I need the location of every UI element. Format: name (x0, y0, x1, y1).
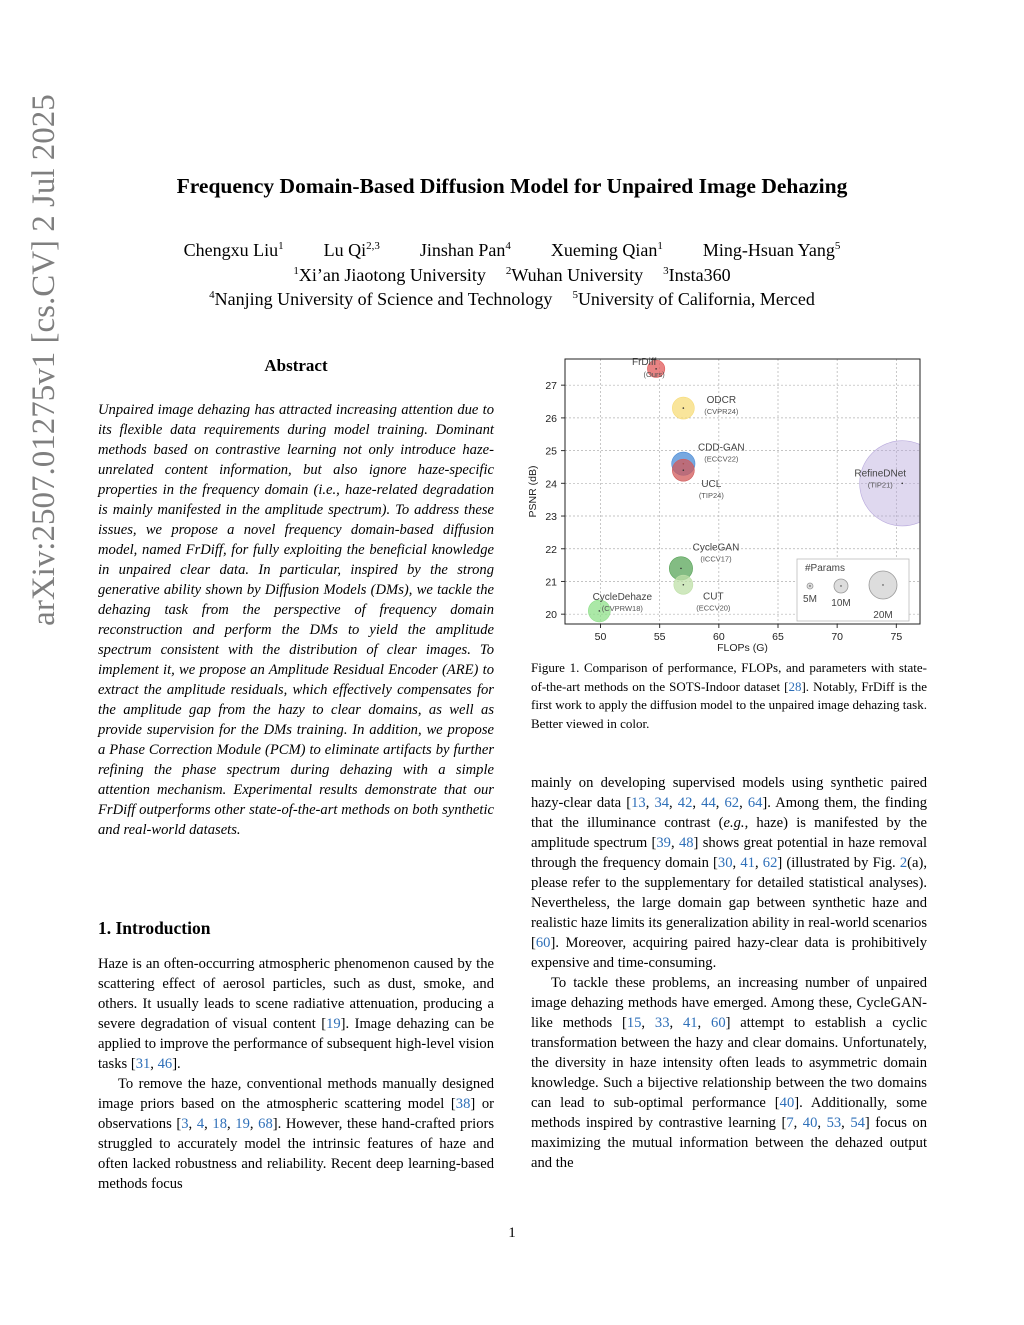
right-paragraph-1: mainly on developing supervised models using synthetic paired hazy-clear data [13, 34, 42, 44, 62, 64]. Among them, the finding that the illuminance contrast (e.g., haze) is manifested by the amplitude spectrum [39, 48] shows great potential in haze removal through the frequency domain [30, 41, 62] (illustrated by Fig. 2(a), please refer to the supplementary for detailed statistical analyses). Nevertheless, the large domain gap between synthetic haze and realistic haze limits its generalization ability in real-world scenarios [60]. Moreover, acquiring paired hazy-clear data is prohibitively expensive and time-consuming. (531, 775, 928, 971)
x-tick-label: 60 (712, 631, 725, 643)
citation-link[interactable]: 4 (196, 1116, 205, 1132)
citation-link[interactable]: 62 (724, 795, 740, 811)
citation-link[interactable]: 38 (455, 1096, 471, 1112)
citation-link[interactable]: 53 (826, 1115, 842, 1131)
author-name: Xueming Qian$^1$ (550, 240, 663, 260)
legend-label: 20M (873, 610, 893, 621)
point-venue-label: (TIP21) (867, 480, 893, 490)
affiliation: $^5$University of California, Merced (572, 289, 815, 309)
affiliations-line-2 (0, 289, 1024, 310)
y-tick-label: 27 (545, 380, 557, 393)
affiliation: $^1$Xi’an Jiaotong University (293, 265, 486, 285)
figure-1-chart (520, 352, 940, 654)
citation-link[interactable]: 68 (258, 1116, 273, 1132)
abstract-body (98, 400, 494, 840)
point-label: CUT (703, 591, 724, 603)
point-venue-label: (ECCV22) (704, 454, 739, 464)
citation-link[interactable]: 39 (656, 835, 671, 851)
legend-label: 10M (831, 598, 851, 609)
legend-bubble-dot (882, 584, 883, 585)
y-tick-label: 24 (545, 478, 557, 491)
legend-title: #Params (805, 563, 846, 574)
bubble-center-dot (901, 483, 903, 485)
citation-link[interactable]: 13 (631, 795, 646, 811)
citation-link[interactable]: 48 (678, 835, 694, 851)
page-number: 1 (508, 1225, 516, 1241)
affiliations-line-1 (0, 265, 1024, 286)
citation-link[interactable]: 33 (654, 1015, 670, 1031)
x-tick-label: 65 (772, 631, 784, 643)
citation-link[interactable]: 60 (711, 1015, 726, 1031)
citation-link[interactable]: 42 (677, 795, 693, 811)
y-axis-label: PSNR (dB) (527, 465, 539, 518)
citation-link[interactable]: 34 (654, 795, 670, 811)
citation-link[interactable]: 31 (135, 1056, 151, 1072)
x-tick-label: 70 (831, 631, 844, 643)
legend-bubble-dot (809, 585, 810, 586)
citation-link[interactable]: 15 (626, 1015, 642, 1031)
citation-link[interactable]: 62 (762, 855, 778, 871)
point-label: CycleDehaze (592, 591, 653, 603)
point-venue-label: (ICCV17) (700, 554, 732, 564)
x-axis-label: FLOPs (G) (717, 642, 768, 654)
citation-link[interactable]: 40 (802, 1115, 818, 1131)
citation-link[interactable]: 19 (235, 1116, 250, 1132)
y-tick-label: 22 (545, 543, 557, 556)
affiliation-superscript: 1 (278, 240, 284, 252)
affiliation-superscript: 1 (293, 265, 299, 277)
figure-1-caption: Figure 1. Comparison of performance, FLOPs, and parameters with state-of-the-art methods on the SOTS-Indoor dataset [28]. Notably, FrDiff is the first work to apply the diffusion model to the unpaired image dehazing task. Better viewed in color. (531, 660, 928, 731)
citation-link[interactable]: 41 (682, 1015, 698, 1031)
point-label: RefineDNet (854, 468, 907, 480)
y-tick-label: 23 (545, 511, 557, 524)
point-label: CycleGAN (692, 542, 740, 554)
point-label: UCL (701, 479, 722, 491)
affiliation-superscript: 4 (505, 240, 511, 252)
point-venue-label: (ECCV20) (696, 603, 731, 613)
affiliation: $^3$Insta360 (663, 265, 731, 285)
affiliation-superscript: 5 (572, 289, 578, 301)
abstract-paragraph: Unpaired image dehazing has attracted increasing attention due to its flexible data requirements during model training. Dominant methods based on contrastive learning not only introduce haze-unrelated content information, but also ignore haze-specific properties in the frequency domain (i.e., haze-related degradation is mainly manifested in the amplitude spectrum). To address these issues, we propose a novel frequency domain-based diffusion model, named FrDiff, for fully exploiting the beneficial knowledge in unpaired clear data. In particular, inspired by the strong generative ability shown by Diffusion Models (DMs), we tackle the dehazing task from the perspective of frequency domain reconstruction and perform the DMs to yield the amplitude spectrum consistent with the distribution of clear images. To implement it, we propose an Amplitude Residual Encoder (ARE) to extract the amplitude residuals, which effectively compensates for the amplitude gap from the hazy to clear domains, as well as provide supervision for the DMs training. In addition, we propose a Phase Correction Module (PCM) to eliminate artifacts by further refining the phase spectrum during dehazing with a simple attention mechanism. Experimental results demonstrate that our FrDiff outperforms other state-of-the-art methods on both synthetic and real-world datasets. (98, 402, 494, 838)
point-label: ODCR (706, 395, 737, 407)
citation-link[interactable]: 19 (326, 1016, 341, 1032)
affiliation-superscript: 3 (663, 265, 669, 277)
affiliation-superscript: 2,3 (366, 240, 380, 252)
intro-paragraph-2: To remove the haze, conventional methods manually designed image priors based on the atmospheric scattering model [38] or observations [3, 4, 18, 19, 68]. However, these hand-crafted priors struggled to accurately model the intrinsic features of haze and often lacked robustness and reliability. Recent deep learning-based methods focus (98, 1076, 495, 1192)
affiliation-superscript: 1 (657, 240, 663, 252)
x-tick-label: 75 (890, 631, 903, 643)
bubble-center-dot (683, 469, 685, 471)
legend-label: 5M (803, 594, 817, 605)
citation-link[interactable]: 7 (786, 1115, 794, 1131)
point-venue-label: (CVPR24) (704, 407, 739, 417)
affiliation: $^2$Wuhan University (505, 265, 644, 285)
legend-bubble-dot (840, 585, 841, 586)
affiliation-superscript: 2 (505, 265, 512, 277)
citation-link[interactable]: 41 (740, 855, 755, 871)
y-tick-label: 25 (545, 445, 557, 458)
citation-link[interactable]: 60 (535, 935, 551, 951)
citation-link[interactable]: 2 (899, 855, 908, 871)
author-name: Lu Qi$^{2,3}$ (323, 240, 380, 260)
affiliation-superscript: 4 (209, 289, 215, 301)
x-tick-label: 50 (594, 631, 607, 643)
point-venue-label: (Ours) (643, 369, 665, 379)
right-paragraph-2: To tackle these problems, an increasing number of unpaired image dehazing methods have emerged. Among these, CycleGAN-like methods [15, 33, 41, 60] attempt to establish a cyclic transformation between the hazy and clear domains. Unfortunately, the diversity in haze intensity often leads to asymmetric domain knowledge. Such a bijective relationship between the two domains can lead to sub-optimal performance [40]. Additionally, some methods inspired by contrastive learning [7, 40, 53, 54] focus on maximizing the mutual information between the dehazed output and the (531, 975, 928, 1171)
citation-link[interactable]: 28 (788, 678, 802, 694)
bubble-center-dot (683, 584, 685, 586)
citation-link[interactable]: 30 (717, 855, 733, 871)
citation-link[interactable]: 44 (701, 795, 716, 811)
x-tick-label: 55 (653, 631, 666, 643)
intro-right-column (531, 773, 927, 1173)
point-venue-label: (TIP24) (698, 491, 724, 501)
citation-link[interactable]: 3 (181, 1116, 189, 1132)
bubble-center-dot (599, 610, 601, 612)
intro-left-column (98, 954, 494, 1194)
author-list (0, 240, 1024, 261)
citation-link[interactable]: 46 (157, 1056, 173, 1072)
abstract-heading: Abstract (264, 356, 328, 375)
point-label: FrDiff (631, 356, 657, 368)
author-name: Ming-Hsuan Yang$^5$ (702, 240, 841, 260)
author-name: Chengxu Liu$^1$ (183, 240, 284, 260)
citation-link[interactable]: 64 (747, 795, 763, 811)
y-tick-label: 21 (545, 576, 557, 589)
y-tick-label: 20 (545, 609, 557, 622)
italic-text: e.g. (723, 815, 745, 831)
affiliation: $^4$Nanjing University of Science and Technology (209, 289, 553, 309)
affiliation-superscript: 5 (834, 240, 841, 252)
citation-link[interactable]: 54 (850, 1115, 865, 1131)
author-name: Jinshan Pan$^4$ (419, 240, 511, 260)
citation-link[interactable]: 18 (212, 1116, 227, 1132)
bubble-center-dot (680, 568, 682, 570)
introduction-heading: 1. Introduction (98, 918, 211, 938)
point-venue-label: (CVPRW18) (601, 603, 643, 613)
bubble-center-dot (683, 407, 685, 409)
citation-link[interactable]: 40 (779, 1095, 795, 1111)
y-tick-label: 26 (545, 412, 557, 425)
arxiv-side-label: arXiv:2507.01275v1 [cs.CV] 2 Jul 2025 (26, 94, 62, 626)
paper-title: Frequency Domain-Based Diffusion Model for Unpaired Image Dehazing (176, 174, 848, 198)
intro-paragraph-1: Haze is an often-occurring atmospheric phenomenon caused by the scattering effect of aerosol particles, such as dust, smoke, and others. It usually leads to scene radiative attenuation, producing a severe degradation of visual content [19]. Image dehazing can be applied to improve the performance of subsequent high-level vision tasks [31, 46]. (98, 956, 495, 1072)
point-label: CDD-GAN (697, 442, 745, 454)
